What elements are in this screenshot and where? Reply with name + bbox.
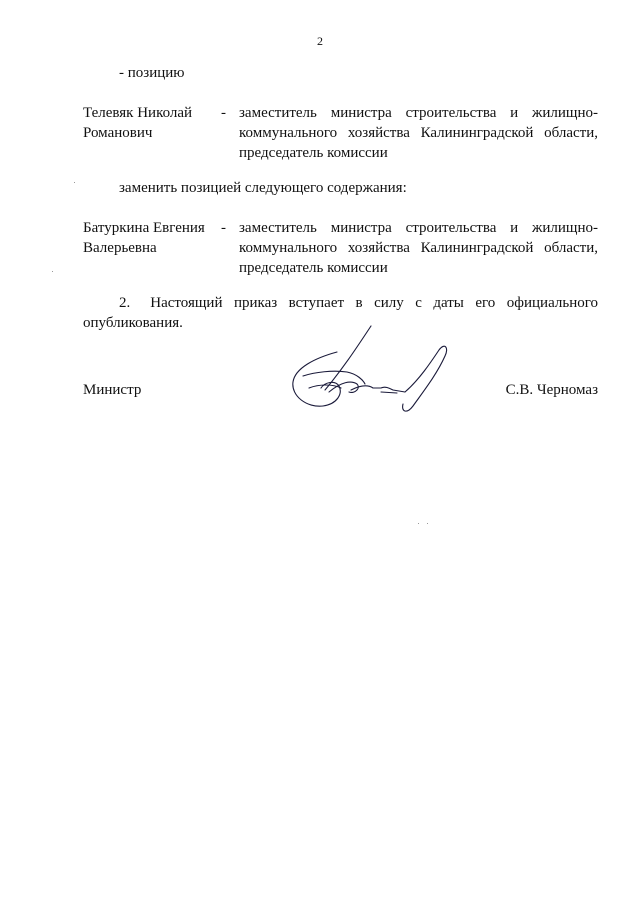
- page-number: 2: [317, 34, 323, 48]
- scan-speck: [74, 182, 75, 183]
- handwritten-signature: [285, 322, 465, 418]
- new-member-desc-line3: председатель комиссии: [239, 260, 388, 276]
- old-member-name-line2: Романович: [83, 125, 153, 141]
- new-member-desc-line2: коммунального хозяйства Калининградской области,: [239, 240, 598, 256]
- replace-instruction: заменить позицией следующего содержания:: [119, 180, 407, 196]
- old-member-block: [83, 103, 598, 163]
- old-member-desc-line1: заместитель министра строительства и жилищно-: [239, 105, 598, 121]
- intro-position-line: - позицию: [119, 65, 185, 81]
- new-member-block: [83, 218, 598, 278]
- old-member-name: [83, 103, 223, 143]
- clause-line1: [83, 293, 598, 313]
- clause-text-line1: Настоящий приказ вступает в силу с даты его официального: [150, 295, 598, 311]
- new-member-desc-line1: заместитель министра строительства и жилищно-: [239, 220, 598, 236]
- new-member-name-line2: Валерьевна: [83, 240, 157, 256]
- old-member-name-line1: Телевяк Николай: [83, 105, 193, 121]
- old-member-desc-line2: коммунального хозяйства Калининградской области,: [239, 125, 598, 141]
- new-member-description: [239, 218, 598, 278]
- signatory-name: С.В. Черномаз: [505, 382, 598, 398]
- clause-number: 2.: [119, 295, 131, 311]
- signatory-title: Министр: [83, 382, 142, 398]
- scan-speck: [427, 523, 428, 524]
- new-member-name-line1: Батуркина Евгения: [83, 220, 205, 236]
- new-member-name: [83, 218, 223, 258]
- clause-text-line2: опубликования.: [83, 315, 183, 331]
- scan-speck: [52, 271, 53, 272]
- new-member-dash: -: [221, 220, 226, 236]
- scan-speck: [418, 523, 419, 524]
- old-member-description: [239, 103, 598, 163]
- old-member-desc-line3: председатель комиссии: [239, 145, 388, 161]
- old-member-dash: -: [221, 105, 226, 121]
